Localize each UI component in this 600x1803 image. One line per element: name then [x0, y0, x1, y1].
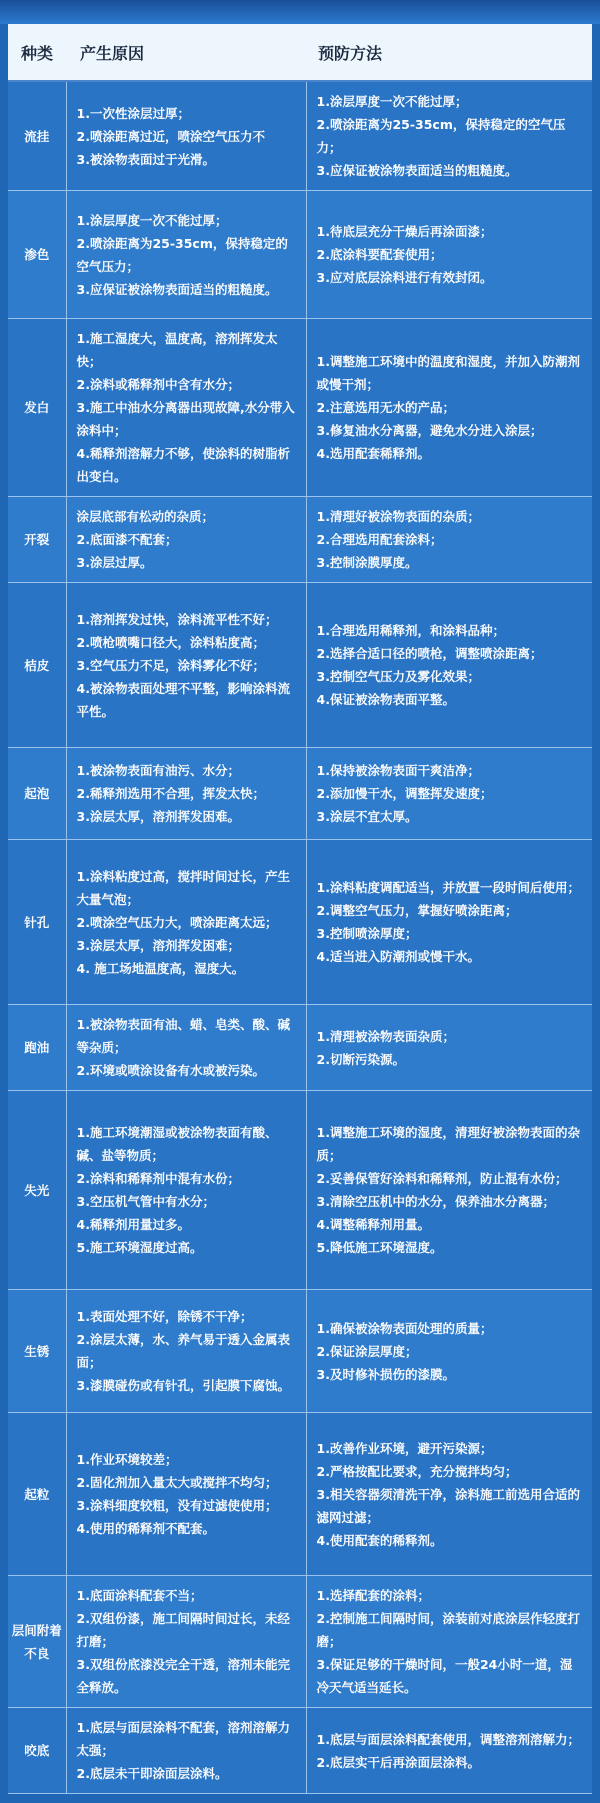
prevention-cell	[306, 1005, 592, 1091]
header-cause: 产生原因	[66, 24, 306, 81]
table-row	[8, 748, 592, 840]
prevention-line: 4.保证被涂物表面平整。	[316, 692, 455, 707]
cause-line: 2.喷涂空气压力大，喷涂距离太远；	[76, 914, 278, 930]
prevention-line: 2.调整空气压力，掌握好喷涂距离；	[316, 903, 518, 918]
prevention-line: 1.清理好被涂物表面的杂质；	[316, 509, 480, 524]
cause-line: 4. 施工场地温度高，湿度大。	[76, 960, 245, 976]
cause-cell	[66, 1091, 306, 1290]
defect-type: 流挂	[8, 81, 66, 191]
header-prevention: 预防方法	[306, 24, 592, 81]
prevention-line: 2.控制施工间隔时间，涂装前对底涂层作轻度打磨；	[316, 1611, 580, 1649]
cause-line: 1.作业环境较差；	[76, 1452, 178, 1467]
prevention-line: 3.相关容器须清洗干净，涂料施工前选用合适的滤网过滤；	[316, 1486, 580, 1525]
prevention-line: 2.妥善保管好涂料和稀释剂，防止混有水份；	[316, 1171, 568, 1186]
prevention-line: 1.选择配套的涂料；	[316, 1588, 430, 1603]
prevention-cell	[306, 1413, 592, 1576]
cause-line: 5.施工环境湿度过高。	[76, 1240, 203, 1255]
prevention-cell	[306, 1290, 592, 1413]
prevention-cell	[306, 840, 592, 1005]
prevention-line: 2.底层实干后再涂面层涂料。	[316, 1754, 480, 1770]
cause-line: 3.涂层太厚，溶剂挥发困难；	[76, 937, 240, 953]
table-row	[8, 1708, 592, 1794]
prevention-cell	[306, 81, 592, 191]
cause-line: 1.一次性涂层过厚；	[76, 105, 190, 121]
cause-line: 涂层底部有松动的杂质；	[76, 509, 215, 524]
prevention-line: 3.控制喷涂厚度；	[316, 926, 418, 941]
defect-type: 起泡	[8, 748, 66, 840]
cause-line: 3.空压机气管中有水分；	[76, 1194, 215, 1209]
prevention-line: 1.调整施工环境中的温度和湿度，并加入防潮剂或慢干剂；	[316, 354, 580, 392]
cause-cell	[66, 1708, 306, 1794]
prevention-line: 1.涂料粘度调配适当，并放置一段时间后使用；	[316, 880, 580, 895]
prevention-cell	[306, 191, 592, 319]
cause-cell	[66, 840, 306, 1005]
prevention-line: 3.清除空压机中的水分，保养油水分离器；	[316, 1194, 555, 1209]
cause-line: 3.空气压力不足，涂料雾化不好；	[76, 657, 265, 673]
prevention-line: 1.确保被涂物表面处理的质量；	[316, 1320, 493, 1336]
defect-type: 针孔	[8, 840, 66, 1005]
cause-line: 1.底面涂料配套不当；	[76, 1588, 203, 1603]
cause-line: 4.被涂物表面处理不平整，影响涂料流平性。	[76, 680, 290, 719]
cause-cell	[66, 1576, 306, 1708]
cause-line: 2.涂层太薄，水、养气易于透入金属表面；	[76, 1332, 290, 1370]
prevention-cell	[306, 319, 592, 497]
prevention-line: 2.严格按配比要求，充分搅拌均匀；	[316, 1463, 518, 1479]
prevention-line: 1.改善作业环境，避开污染源；	[316, 1440, 493, 1456]
prevention-line: 2.切断污染源。	[316, 1051, 405, 1067]
cause-cell	[66, 1413, 306, 1576]
cause-line: 1.表面处理不好，除锈不干净；	[76, 1309, 253, 1324]
prevention-line: 5.降低施工环境湿度。	[316, 1240, 443, 1255]
prevention-line: 3.应保证被涂物表面适当的粗糙度。	[316, 163, 518, 178]
cause-line: 2.喷涂距离过近，喷涂空气压力不	[76, 128, 265, 144]
cause-cell	[66, 81, 306, 191]
cause-line: 3.漆膜碰伤或有针孔，引起膜下腐蚀。	[76, 1378, 290, 1393]
prevention-cell	[306, 748, 592, 840]
cause-line: 1.施工湿度大，温度高，溶剂挥发太快；	[76, 331, 278, 369]
defect-type: 开裂	[8, 497, 66, 583]
table-row	[8, 1005, 592, 1091]
prevention-line: 3.涂层不宜太厚。	[316, 809, 418, 824]
table-row	[8, 191, 592, 319]
prevention-cell	[306, 1091, 592, 1290]
cause-line: 4.稀释剂溶解力不够，使涂料的树脂析出变白。	[76, 446, 290, 484]
table-row	[8, 1091, 592, 1290]
table-row	[8, 583, 592, 748]
cause-cell	[66, 748, 306, 840]
table-row	[8, 1413, 592, 1576]
table-row	[8, 840, 592, 1005]
prevention-line: 1.清理被涂物表面杂质；	[316, 1028, 455, 1044]
prevention-line: 1.底层与面层涂料配套使用，调整溶剂溶解力；	[316, 1731, 580, 1747]
table-row	[8, 1290, 592, 1413]
table-row	[8, 497, 592, 583]
cause-line: 3.被涂物表面过于光滑。	[76, 151, 215, 167]
cause-cell	[66, 319, 306, 497]
cause-line: 3.涂料细度较粗，没有过滤使使用；	[76, 1498, 278, 1513]
defect-type: 起粒	[8, 1413, 66, 1576]
cause-line: 4.稀释剂用量过多。	[76, 1217, 190, 1232]
prevention-line: 4.使用配套的稀释剂。	[316, 1532, 443, 1548]
prevention-cell	[306, 1576, 592, 1708]
coating-defects-table	[8, 24, 592, 1794]
table-row	[8, 319, 592, 497]
defect-type: 跑油	[8, 1005, 66, 1091]
prevention-line: 3.及时修补损伤的漆膜。	[316, 1366, 455, 1382]
prevention-line: 1.合理选用稀释剂，和涂料品种；	[316, 623, 505, 638]
defect-type: 生锈	[8, 1290, 66, 1413]
cause-line: 2.喷枪喷嘴口径大，涂料粘度高；	[76, 634, 265, 650]
cause-line: 1.施工环境潮湿或被涂物表面有酸、碱、盐等物质；	[76, 1125, 278, 1163]
prevention-line: 2.添加慢干水，调整挥发速度；	[316, 786, 493, 801]
cause-line: 3.涂层太厚，溶剂挥发困难。	[76, 809, 240, 824]
table-header-row	[8, 24, 592, 81]
cause-cell	[66, 1290, 306, 1413]
table-row	[8, 1576, 592, 1708]
cause-line: 2.固化剂加入量太大或搅拌不均匀；	[76, 1475, 278, 1490]
defect-type: 失光	[8, 1091, 66, 1290]
cause-line: 2.底面漆不配套；	[76, 532, 178, 547]
prevention-line: 1.保持被涂物表面干爽洁净；	[316, 763, 480, 778]
cause-line: 1.底层与面层涂料不配套，溶剂溶解力太强；	[76, 1720, 290, 1758]
defect-type: 渗色	[8, 191, 66, 319]
prevention-line: 1.涂层厚度一次不能过厚；	[316, 94, 468, 109]
cause-cell	[66, 497, 306, 583]
cause-line: 1.涂料粘度过高，搅拌时间过长，产生大量气泡；	[76, 868, 290, 907]
cause-line: 4.使用的稀释剂不配套。	[76, 1521, 215, 1536]
cause-line: 1.涂层厚度一次不能过厚；	[76, 212, 228, 228]
prevention-line: 2.注意选用无水的产品；	[316, 400, 455, 415]
prevention-line: 3.保证足够的干燥时间，一般24小时一道，湿冷天气适当延长。	[316, 1657, 573, 1695]
prevention-cell	[306, 1708, 592, 1794]
prevention-cell	[306, 497, 592, 583]
prevention-line: 2.保证涂层厚度；	[316, 1343, 418, 1359]
cause-line: 3.双组份底漆没完全干透，溶剂未能完全释放。	[76, 1657, 290, 1695]
table-body	[8, 81, 592, 1794]
defect-type: 层间附着不良	[8, 1576, 66, 1708]
cause-line: 3.施工中油水分离器出现故障,水分带入涂料中；	[76, 400, 295, 438]
prevention-line: 3.修复油水分离器，避免水分进入涂层；	[316, 423, 543, 438]
top-banner	[0, 0, 600, 24]
defect-type: 桔皮	[8, 583, 66, 748]
cause-line: 1.被涂物表面有油污、水分；	[76, 763, 240, 778]
prevention-line: 3.控制涂膜厚度。	[316, 555, 418, 570]
header-type: 种类	[8, 24, 66, 81]
prevention-line: 3.应对底层涂料进行有效封闭。	[316, 270, 493, 285]
cause-line: 2.喷涂距离为25-35cm，保持稳定的空气压力；	[76, 235, 288, 274]
defect-type: 咬底	[8, 1708, 66, 1794]
cause-line: 2.环境或喷涂设备有水或被污染。	[76, 1063, 265, 1078]
cause-line: 1.溶剂挥发过快，涂料流平性不好；	[76, 611, 278, 627]
prevention-line: 2.底涂料要配套使用；	[316, 247, 443, 262]
prevention-line: 4.选用配套稀释剂。	[316, 446, 430, 461]
cause-cell	[66, 583, 306, 748]
cause-cell	[66, 191, 306, 319]
table-row	[8, 81, 592, 191]
prevention-line: 2.选择合适口径的喷枪，调整喷涂距离；	[316, 646, 543, 661]
prevention-line: 2.合理选用配套涂料；	[316, 532, 443, 547]
prevention-line: 4.适当进入防潮剂或慢干水。	[316, 949, 480, 964]
prevention-line: 3.控制空气压力及雾化效果；	[316, 669, 480, 684]
prevention-line: 4.调整稀释剂用量。	[316, 1217, 430, 1232]
cause-line: 3.应保证被涂物表面适当的粗糙度。	[76, 281, 278, 297]
cause-cell	[66, 1005, 306, 1091]
prevention-line: 1.待底层充分干燥后再涂面漆；	[316, 224, 493, 239]
cause-line: 2.涂料或稀释剂中含有水分；	[76, 377, 240, 392]
defect-type: 发白	[8, 319, 66, 497]
cause-line: 3.涂层过厚。	[76, 555, 153, 570]
cause-line: 2.底层未干即涂面层涂料。	[76, 1766, 228, 1781]
cause-line: 2.稀释剂选用不合理，挥发太快；	[76, 786, 265, 801]
prevention-line: 1.调整施工环境的湿度，清理好被涂物表面的杂质；	[316, 1125, 580, 1163]
cause-line: 2.双组份漆，施工间隔时间过长，未经打磨；	[76, 1611, 290, 1649]
prevention-cell	[306, 583, 592, 748]
cause-line: 2.涂料和稀释剂中混有水份；	[76, 1171, 240, 1186]
prevention-line: 2.喷涂距离为25-35cm，保持稳定的空气压力；	[316, 117, 566, 155]
cause-line: 1.被涂物表面有油、蜡、皂类、酸、碱等杂质；	[76, 1017, 290, 1055]
